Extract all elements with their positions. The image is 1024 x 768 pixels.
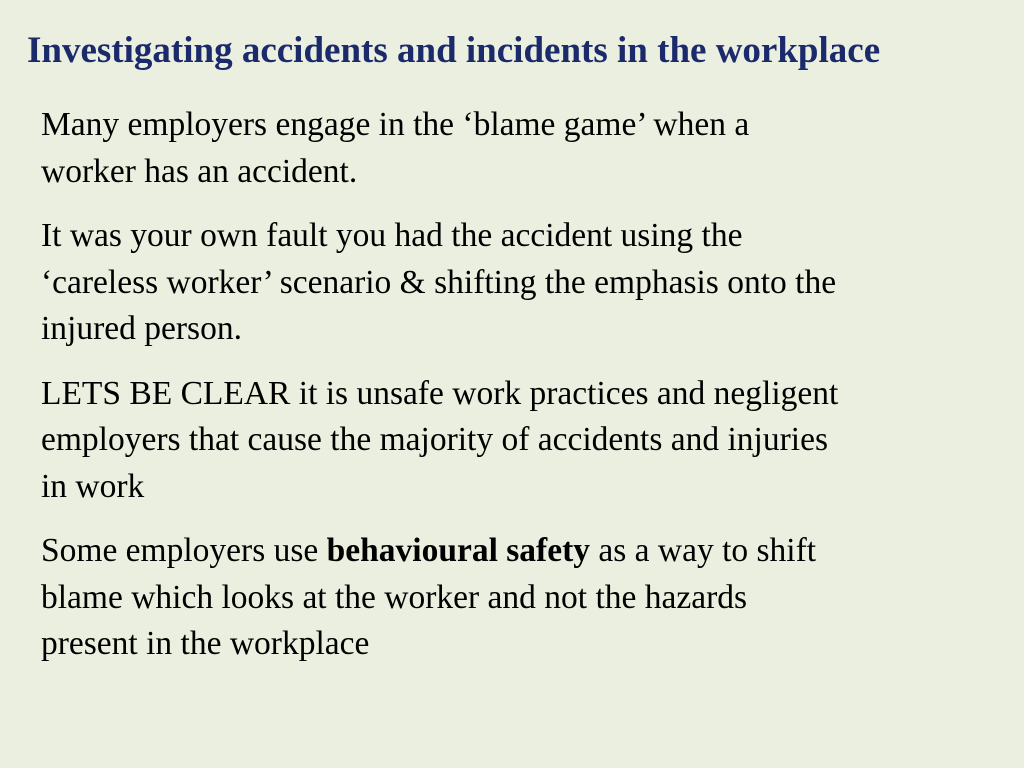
paragraph-careless-worker [41, 213, 1001, 353]
behavioural-safety-emphasis: behavioural safety [326, 532, 590, 569]
slide-body [41, 102, 1001, 686]
paragraph-line: ‘careless worker’ scenario & shifting the emphasis onto the [41, 263, 837, 301]
paragraph-line: worker has an accident. [41, 152, 358, 190]
paragraph-text: Some employers use [41, 532, 327, 569]
paragraph-text: as a way to shift [589, 532, 817, 569]
paragraph-line: It was your own fault you had the accident using the [41, 217, 743, 254]
paragraph-line: blame which looks at the worker and not the hazards [41, 578, 748, 616]
paragraph-behavioural-safety [41, 528, 1001, 668]
paragraph-line: Many employers engage in the ‘blame game’ when a [41, 106, 750, 143]
paragraph-line: injured person. [41, 310, 242, 347]
paragraph-line: present in the workplace [41, 625, 370, 662]
paragraph-lets-be-clear [41, 371, 1001, 511]
paragraph-line: employers that cause the majority of accidents and injuries [41, 421, 828, 458]
paragraph-line: in work [41, 467, 145, 505]
slide-title: Investigating accidents and incidents in the workplace [27, 30, 881, 71]
paragraph-blame-game [41, 102, 1001, 195]
paragraph-line: LETS BE CLEAR it is unsafe work practices and negligent [41, 374, 839, 412]
